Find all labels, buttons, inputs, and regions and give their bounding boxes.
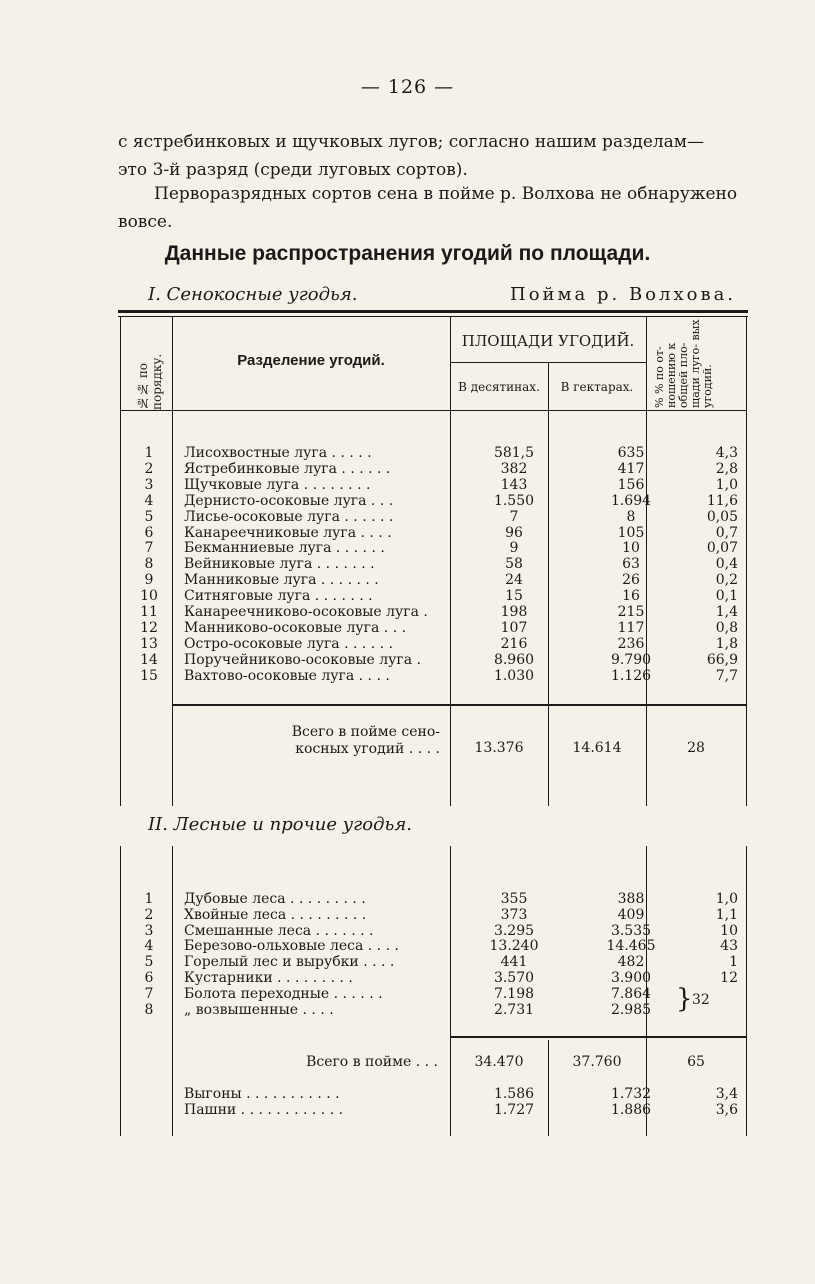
header-division: Разделение угодий.: [237, 352, 385, 369]
cell-d: 107: [500, 619, 528, 636]
cell-p: 11,6: [706, 492, 738, 509]
cell-n: 7: [144, 540, 154, 557]
page-number: — 126 —: [360, 76, 455, 98]
cell-n: 3: [144, 922, 154, 939]
table-row: [118, 636, 748, 652]
cell-name: Хвойные леса . . . . . . . . .: [184, 906, 367, 923]
table-heading: Данные распространения угодий по площади.: [164, 242, 651, 265]
cell-n: 6: [144, 524, 154, 541]
table-row: [118, 1102, 748, 1118]
cell-d: 3.570: [493, 970, 535, 986]
cell-d: 198: [500, 604, 528, 620]
cell-n: 8: [144, 556, 154, 573]
cell-n: 7: [144, 985, 154, 1002]
cell-name: „ возвышенные . . . .: [184, 1001, 334, 1018]
table-row: [118, 620, 748, 636]
cell-name: Выгоны . . . . . . . . . . .: [184, 1086, 340, 1102]
cell-h: 388: [617, 891, 645, 907]
cell-p: 0,1: [715, 588, 738, 605]
cell-d: 1.030: [493, 667, 535, 684]
table-row: [118, 604, 748, 620]
cell-h: 8: [626, 508, 636, 525]
table-row: [118, 954, 748, 970]
table-row: [118, 461, 748, 477]
section-1-title: I. Сенокосные угодья.: [148, 284, 358, 305]
cell-d: 13.240: [489, 938, 539, 955]
cell-h: 105: [617, 524, 645, 541]
cell-h: 215: [617, 604, 645, 620]
cell-name: Дернисто-осоковые луга . . .: [184, 492, 394, 509]
table-row: [118, 907, 748, 923]
cell-d: 1.727: [493, 1102, 535, 1118]
table-row: [118, 1002, 748, 1018]
total2-percent: 65: [687, 1054, 705, 1070]
paragraph-2: Перворазрядных сортов сена в пойме р. Волхова не обнаружено вовсе.: [118, 184, 738, 232]
cell-name: Ситняговые луга . . . . . . .: [184, 588, 373, 605]
cell-h: 63: [622, 556, 640, 573]
cell-name: Дубовые леса . . . . . . . . .: [184, 891, 366, 907]
table-row: [118, 572, 748, 588]
cell-n: 11: [140, 604, 158, 620]
location-label: Пойма р. Волхова.: [510, 284, 737, 305]
table-row: [118, 493, 748, 509]
section-2-title: II. Лесные и прочие угодья.: [148, 814, 412, 835]
cell-h: 1.732: [610, 1086, 652, 1102]
cell-n: 12: [140, 619, 158, 636]
total1-hectares: 14.614: [572, 740, 622, 756]
table-row: [118, 1086, 748, 1102]
cell-p: 1,4: [715, 604, 738, 620]
table-row: [118, 540, 748, 556]
cell-p: 0,07: [706, 540, 738, 557]
cell-n: 15: [140, 667, 158, 684]
table1-header-mid-rule: [450, 362, 646, 363]
header-areas: ПЛОЩАДИ УГОДИЙ.: [461, 332, 635, 350]
header-hectares: В гектарах.: [560, 380, 634, 394]
table-row: [118, 588, 748, 604]
cell-n: 2: [144, 906, 154, 923]
total1-percent: 28: [687, 740, 705, 756]
cell-n: 4: [144, 938, 154, 955]
table-row: [118, 938, 748, 954]
cell-p: 1,0: [715, 476, 738, 493]
table-row: [118, 923, 748, 939]
cell-d: 96: [505, 524, 523, 541]
cell-h: 156: [617, 476, 645, 493]
cell-d: 7.198: [493, 985, 535, 1002]
brace-rows-7-8: }: [676, 984, 693, 1014]
table1-header-bottom-rule: [120, 410, 746, 411]
cell-name: Вахтово-осоковые луга . . . .: [184, 667, 390, 684]
cell-d: 3.295: [493, 922, 535, 939]
table-row: [118, 556, 748, 572]
cell-h: 117: [617, 619, 645, 636]
cell-d: 9: [509, 540, 519, 557]
table-row: [118, 970, 748, 986]
cell-h: 9.790: [610, 651, 652, 668]
cell-d: 441: [500, 954, 528, 971]
cell-d: 7: [509, 508, 519, 525]
cell-p: 0,8: [715, 619, 738, 636]
total1-desyatinas: 13.376: [474, 740, 524, 756]
cell-n: 14: [140, 651, 158, 668]
cell-p: 10: [720, 922, 738, 939]
cell-p: 7,7: [715, 667, 738, 684]
cell-name: Горелый лес и вырубки . . . .: [184, 954, 395, 971]
cell-d: 8.960: [493, 651, 535, 668]
table1-top-rule: [118, 310, 748, 313]
cell-h: 14.465: [606, 938, 656, 955]
cell-p: 0,7: [715, 524, 738, 541]
total1-label: [172, 724, 440, 758]
cell-p: 3,4: [715, 1086, 738, 1102]
cell-d: 58: [505, 556, 523, 573]
table2-total-rule: [450, 1036, 746, 1038]
cell-name: Пашни . . . . . . . . . . . .: [184, 1102, 344, 1118]
cell-d: 373: [500, 906, 528, 923]
cell-name: Манниково-осоковые луга . . .: [184, 619, 407, 636]
header-num: №№ по порядку.: [136, 353, 164, 410]
cell-h: 409: [617, 906, 645, 923]
cell-h: 417: [617, 460, 645, 477]
cell-p: 4,3: [715, 445, 738, 461]
table-row: [118, 652, 748, 668]
cell-p: 1: [729, 954, 738, 971]
header-percent: % % по от- ношению к общей пло- щади луго- вых угодий.: [653, 319, 714, 408]
total2-label: Всего в пойме . . .: [306, 1054, 438, 1070]
total2-hectares: 37.760: [572, 1054, 622, 1070]
cell-n: 1: [144, 445, 154, 461]
total1-label-line2: косных угодий . . . .: [295, 741, 440, 757]
cell-name: Вейниковые луга . . . . . . .: [184, 556, 375, 573]
cell-h: 10: [622, 540, 640, 557]
cell-p: 2,8: [715, 460, 738, 477]
cell-p: 43: [720, 938, 738, 955]
cell-d: 24: [505, 572, 523, 589]
cell-name: Кустарники . . . . . . . . .: [184, 970, 353, 986]
cell-h: 3.535: [610, 922, 652, 939]
cell-n: 10: [140, 588, 158, 605]
cell-name: Березово-ольховые леса . . . .: [184, 938, 399, 955]
cell-n: 8: [144, 1001, 154, 1018]
table-row: [118, 525, 748, 541]
cell-name: Лисохвостные луга . . . . .: [184, 445, 372, 461]
cell-n: 3: [144, 476, 154, 493]
cell-name: Канареечниковые луга . . . .: [184, 524, 392, 541]
cell-name: Болота переходные . . . . . .: [184, 985, 383, 1002]
cell-name: Ястребинковые луга . . . . . .: [184, 460, 391, 477]
total1-label-line1: Всего в пойме сено-: [291, 724, 440, 740]
cell-h: 7.864: [610, 985, 652, 1002]
cell-n: 5: [144, 954, 154, 971]
cell-n: 6: [144, 970, 154, 986]
cell-p: 0,2: [715, 572, 738, 589]
cell-p: 1,8: [715, 635, 738, 652]
cell-d: 1.550: [493, 492, 535, 509]
cell-h: 1.694: [610, 492, 652, 509]
cell-p: 1,0: [715, 891, 738, 907]
cell-d: 143: [500, 476, 528, 493]
merged-percent-7-8: 32: [692, 992, 710, 1008]
cell-h: 26: [622, 572, 640, 589]
cell-d: 2.731: [493, 1001, 535, 1018]
cell-p: 66,9: [706, 651, 738, 668]
cell-h: 16: [622, 588, 640, 605]
cell-h: 2.985: [610, 1001, 652, 1018]
cell-h: 236: [617, 635, 645, 652]
cell-d: 581,5: [493, 445, 535, 461]
table-row: [118, 986, 748, 1002]
cell-name: Смешанные леса . . . . . . .: [184, 922, 374, 939]
cell-h: 635: [617, 445, 645, 461]
cell-n: 1: [144, 891, 154, 907]
cell-name: Манниковые луга . . . . . . .: [184, 572, 379, 589]
cell-p: 12: [720, 970, 738, 986]
cell-d: 382: [500, 460, 528, 477]
cell-name: Остро-осоковые луга . . . . . .: [184, 635, 394, 652]
table-row: [118, 477, 748, 493]
cell-n: 13: [140, 635, 158, 652]
cell-d: 216: [500, 635, 528, 652]
cell-name: Бекманниевые луга . . . . . .: [184, 540, 385, 557]
table-row: [118, 509, 748, 525]
cell-name: Щучковые луга . . . . . . . .: [184, 476, 371, 493]
header-desyatinas: В десятинах.: [458, 380, 540, 394]
cell-n: 5: [144, 508, 154, 525]
cell-h: 3.900: [610, 970, 652, 986]
table-row: [118, 445, 748, 461]
cell-p: 0,05: [706, 508, 738, 525]
cell-p: 1,1: [715, 906, 738, 923]
cell-h: 482: [617, 954, 645, 971]
paragraph-1: с ястребинковых и щучковых лугов; согласно нашим разделам— это 3-й разряд (среди луговых сортов).: [118, 132, 705, 180]
cell-name: Поручейниково-осоковые луга .: [184, 651, 421, 668]
cell-name: Канареечниково-осоковые луга .: [184, 604, 428, 620]
table1-total-rule: [172, 704, 746, 706]
total2-desyatinas: 34.470: [474, 1054, 524, 1070]
cell-d: 15: [505, 588, 523, 605]
cell-d: 355: [500, 891, 528, 907]
cell-p: 3,6: [715, 1102, 738, 1118]
cell-p: 0,4: [715, 556, 738, 573]
cell-name: Лисье-осоковые луга . . . . . .: [184, 508, 394, 525]
cell-h: 1.886: [610, 1102, 652, 1118]
cell-n: 2: [144, 460, 154, 477]
cell-n: 9: [144, 572, 154, 589]
cell-n: 4: [144, 492, 154, 509]
cell-d: 1.586: [493, 1086, 535, 1102]
table1-top-rule-thin: [118, 316, 748, 317]
table-row: [118, 668, 748, 684]
cell-h: 1.126: [610, 667, 652, 684]
table-row: [118, 891, 748, 907]
